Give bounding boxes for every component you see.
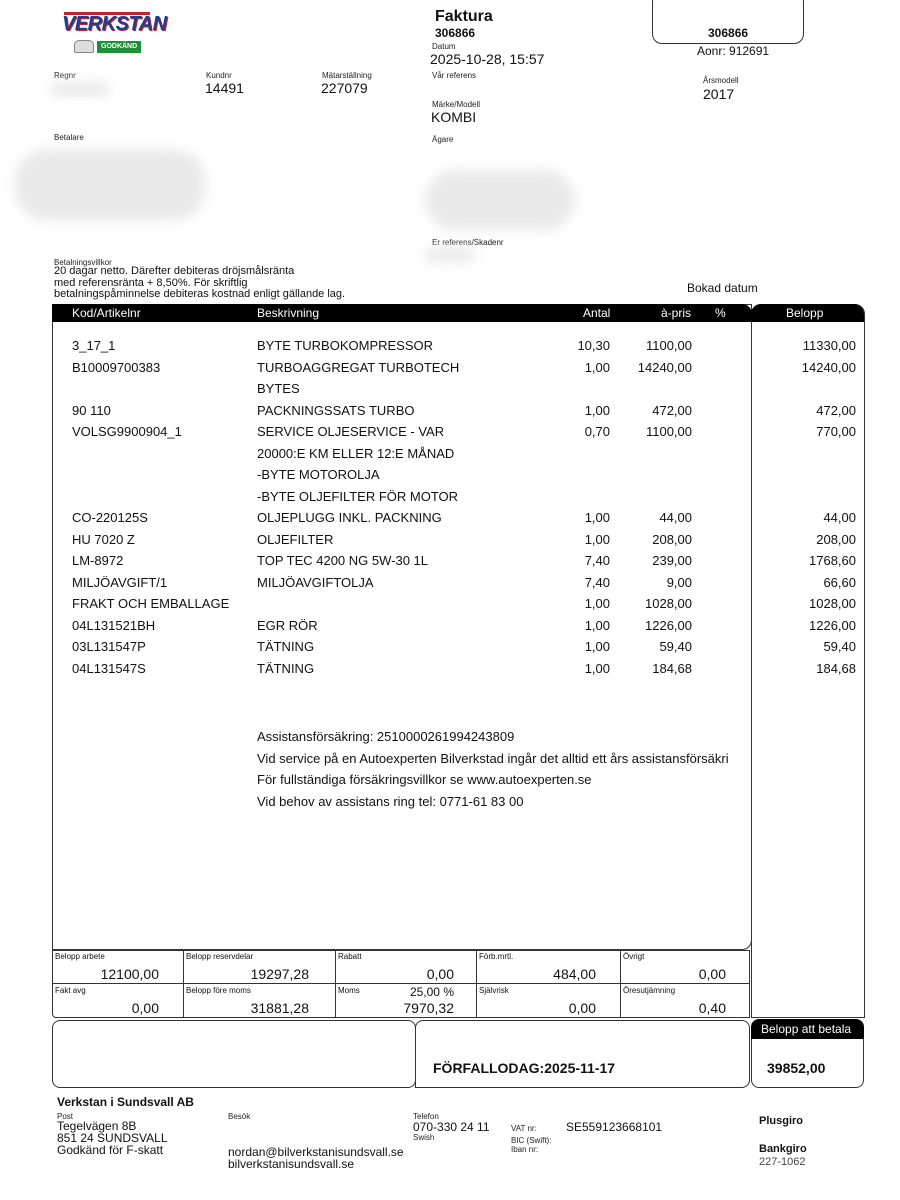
note-line: För fullständiga försäkringsvillkor se www.autoexperten.se bbox=[257, 772, 592, 787]
total-labor-value: 12100,00 bbox=[100, 966, 159, 982]
footer-post-label: Post bbox=[57, 1112, 74, 1121]
total-rounding bbox=[620, 984, 748, 1017]
footer-bankgiro-value: 227-1062 bbox=[759, 1156, 806, 1168]
item-quantity: 7,40 bbox=[584, 574, 610, 590]
total-invoice-fee-label: Fakt avg bbox=[55, 986, 86, 995]
kundnr-label: Kundnr bbox=[206, 71, 232, 80]
item-unit-price: 1100,00 bbox=[645, 424, 692, 439]
item-code: CO-220125S bbox=[72, 510, 148, 525]
item-unit-price: 208,00 bbox=[652, 531, 692, 547]
note-line: Vid behov av assistans ring tel: 0771-61 83 00 bbox=[257, 793, 524, 809]
redacted-owner bbox=[425, 170, 575, 230]
col-code-header: Kod/Artikelnr bbox=[72, 306, 141, 320]
col-amount-header: Belopp bbox=[786, 306, 824, 320]
footer-vat-value: SE559123668101 bbox=[566, 1120, 663, 1134]
note-line: Vid service på en Autoexperten Bilverkstad ingår det alltid ett års assistansförsäkri bbox=[257, 750, 729, 766]
booked-date-label: Bokad datum bbox=[687, 281, 758, 295]
total-discount-label: Rabatt bbox=[338, 952, 362, 961]
owner-label: Ägare bbox=[432, 135, 454, 144]
year-value: 2017 bbox=[703, 86, 735, 102]
item-amount: 1028,00 bbox=[809, 596, 856, 611]
terms-text bbox=[54, 266, 345, 301]
make-value: KOMBI bbox=[431, 109, 477, 125]
terms-line-1: 20 dagar netto. Därefter debiteras dröjsmålsränta bbox=[54, 265, 295, 277]
item-code: HU 7020 Z bbox=[72, 531, 135, 547]
item-amount: 472,00 bbox=[816, 402, 856, 418]
item-quantity: 7,40 bbox=[584, 553, 610, 568]
mileage-label: Mätarställning bbox=[322, 71, 372, 80]
item-unit-price: 14240,00 bbox=[637, 359, 692, 375]
item-description: BYTE TURBOKOMPRESSOR bbox=[257, 338, 434, 353]
footer-email[interactable]: nordan@bilverkstanisundsvall.se bbox=[228, 1145, 404, 1159]
total-before-vat bbox=[183, 984, 335, 1017]
item-description: OLJEPLUGG INKL. PACKNING bbox=[257, 510, 442, 525]
footer-city: 851 24 SUNDSVALL bbox=[57, 1131, 168, 1145]
item-amount: 770,00 bbox=[816, 424, 856, 439]
total-invoice-fee bbox=[52, 984, 183, 1017]
items-table-header bbox=[52, 304, 752, 322]
item-quantity: 1,00 bbox=[584, 359, 610, 375]
item-quantity: 1,00 bbox=[584, 639, 610, 654]
item-quantity: 1,00 bbox=[584, 531, 610, 547]
total-labor-label: Belopp arbete bbox=[55, 952, 105, 961]
total-deductible-value: 0,00 bbox=[568, 1000, 596, 1016]
total-other-value: 0,00 bbox=[698, 966, 726, 982]
mileage-value: 227079 bbox=[321, 80, 368, 96]
terms-line-3: betalningspåminnelse debiteras kostnad enligt gällande lag. bbox=[54, 288, 346, 300]
footer-plusgiro: Plusgiro bbox=[759, 1115, 804, 1127]
footer-phone-label: Telefon bbox=[413, 1112, 439, 1121]
pay-amount-value: 39852,00 bbox=[767, 1060, 826, 1076]
item-code: FRAKT OCH EMBALLAGE bbox=[72, 596, 230, 611]
total-vat-label: Moms bbox=[338, 986, 360, 995]
total-deductible-label: Självrisk bbox=[479, 986, 509, 995]
total-parts bbox=[183, 950, 335, 983]
total-consumables-value: 484,00 bbox=[553, 966, 596, 982]
footer-vat-label: VAT nr: bbox=[511, 1124, 537, 1133]
col-desc-header: Beskrivning bbox=[257, 306, 320, 320]
item-quantity: 1,00 bbox=[584, 402, 610, 418]
footer-web[interactable]: bilverkstanisundsvall.se bbox=[228, 1157, 355, 1171]
item-code: 3_17_1 bbox=[72, 338, 116, 353]
terms-line-2: med referensränta + 8,50%. För skriftlig bbox=[54, 276, 248, 289]
total-discount-value: 0,00 bbox=[426, 966, 454, 982]
item-quantity: 10,30 bbox=[577, 338, 610, 353]
item-unit-price: 239,00 bbox=[652, 553, 692, 568]
total-consumables bbox=[476, 950, 620, 983]
item-code: LM-8972 bbox=[72, 553, 124, 568]
item-amount: 1768,60 bbox=[809, 553, 856, 568]
total-rounding-value: 0,40 bbox=[698, 1000, 726, 1016]
item-description: -BYTE OLJEFILTER FÖR MOTOR bbox=[257, 488, 459, 504]
item-quantity: 0,70 bbox=[584, 424, 610, 439]
item-unit-price: 184,68 bbox=[652, 660, 692, 676]
item-amount: 208,00 bbox=[816, 531, 856, 547]
item-description: SERVICE OLJESERVICE - VAR bbox=[257, 424, 445, 439]
item-amount: 11330,00 bbox=[802, 338, 856, 353]
total-parts-value: 19297,28 bbox=[250, 966, 309, 982]
make-label: Märke/Modell bbox=[432, 100, 481, 109]
footer-visit-label: Besök bbox=[228, 1112, 251, 1121]
total-other bbox=[620, 950, 748, 983]
payer-label: Betalare bbox=[54, 133, 84, 142]
footer-bankgiro: Bankgiro bbox=[759, 1143, 807, 1155]
item-quantity: 1,00 bbox=[584, 660, 610, 676]
col-qty-header: Antal bbox=[583, 306, 611, 320]
note-line: Assistansförsäkring: 2510000261994243809 bbox=[257, 729, 515, 744]
total-before-vat-label: Belopp före moms bbox=[186, 986, 251, 995]
footer-phone: 070-330 24 11 bbox=[413, 1120, 490, 1134]
item-description: BYTES bbox=[257, 381, 300, 396]
redacted-regnr bbox=[50, 82, 110, 96]
due-date-text: FÖRFALLODAG:2025-11-17 bbox=[433, 1060, 616, 1076]
item-quantity: 1,00 bbox=[584, 596, 610, 611]
logo-text: VERKSTAN bbox=[62, 13, 167, 35]
item-amount: 66,60 bbox=[823, 574, 856, 590]
total-rounding-label: Öresutjämning bbox=[623, 986, 676, 995]
total-parts-label: Belopp reservdelar bbox=[186, 952, 254, 961]
item-amount: 1226,00 bbox=[809, 617, 856, 633]
amount-column-header bbox=[751, 304, 864, 322]
item-amount: 184,68 bbox=[816, 660, 856, 676]
year-label: Årsmodell bbox=[703, 76, 739, 85]
item-unit-price: 9,00 bbox=[666, 574, 692, 590]
item-unit-price: 1226,00 bbox=[645, 617, 692, 633]
item-quantity: 1,00 bbox=[584, 617, 610, 633]
footer-street: Tegelvägen 8B bbox=[57, 1119, 137, 1133]
item-amount: 59,40 bbox=[823, 639, 856, 654]
item-description: PACKNINGSSATS TURBO bbox=[257, 402, 415, 418]
total-consumables-label: Förb.mrtl. bbox=[479, 952, 514, 961]
item-code: 90 110 bbox=[72, 402, 111, 418]
footer-bic-label: BIC (Swift): bbox=[511, 1136, 552, 1145]
item-code: MILJÖAVGIFT/1 bbox=[72, 574, 168, 590]
redacted-ref bbox=[425, 248, 475, 262]
regnr-label: Regnr bbox=[54, 71, 76, 80]
total-vat-pct: 25,00 % bbox=[409, 985, 454, 999]
item-unit-price: 59,40 bbox=[659, 639, 692, 654]
company-logo bbox=[62, 12, 167, 53]
notes-block bbox=[257, 726, 729, 812]
item-description: TÄTNING bbox=[257, 639, 315, 654]
footer-ftax: Godkänd för F-skatt bbox=[57, 1143, 164, 1157]
date-label: Datum bbox=[432, 42, 456, 51]
total-labor bbox=[52, 950, 183, 983]
total-other-label: Övrigt bbox=[623, 952, 645, 961]
terms-label: Betalningsvillkor bbox=[54, 258, 112, 267]
our-ref-label: Vår referens bbox=[432, 71, 477, 80]
total-deductible bbox=[476, 984, 620, 1017]
car-icon bbox=[74, 40, 94, 53]
total-before-vat-value: 31881,28 bbox=[250, 1000, 309, 1016]
footer-address bbox=[57, 1120, 168, 1156]
item-code: 04L131521BH bbox=[72, 617, 156, 633]
item-code: 04L131547S bbox=[72, 660, 146, 676]
item-description: TÄTNING bbox=[257, 660, 315, 676]
item-description: EGR RÖR bbox=[257, 617, 318, 633]
footer-company: Verkstan i Sundsvall AB bbox=[57, 1095, 194, 1109]
blank-box bbox=[52, 1020, 416, 1088]
box-number: 306866 bbox=[708, 26, 749, 40]
kundnr-value: 14491 bbox=[205, 80, 244, 96]
doc-title: Faktura bbox=[435, 8, 493, 25]
your-ref-label: Er referens/Skadenr bbox=[432, 238, 504, 247]
col-price-header: à-pris bbox=[661, 306, 692, 320]
item-code: 03L131547P bbox=[72, 639, 146, 654]
item-code: VOLSG9900904_1 bbox=[72, 424, 182, 439]
footer-swish-label: Swish bbox=[413, 1133, 435, 1142]
total-discount bbox=[335, 950, 476, 983]
item-description: -BYTE MOTOROLJA bbox=[257, 467, 380, 482]
approved-badge: GODKÄND bbox=[97, 41, 141, 53]
date-value: 2025-10-28, 15:57 bbox=[430, 51, 545, 67]
total-invoice-fee-value: 0,00 bbox=[131, 1000, 159, 1016]
item-amount: 44,00 bbox=[823, 510, 856, 525]
footer-iban-label: Iban nr: bbox=[511, 1145, 539, 1154]
doc-number: 306866 bbox=[435, 26, 476, 40]
item-description: MILJÖAVGIFTOLJA bbox=[257, 574, 374, 590]
item-unit-price: 472,00 bbox=[652, 402, 692, 418]
total-vat bbox=[335, 984, 476, 1017]
item-code: B10009700383 bbox=[72, 359, 161, 375]
item-unit-price: 1100,00 bbox=[645, 338, 692, 353]
redacted-payer bbox=[15, 150, 205, 220]
item-amount: 14240,00 bbox=[801, 359, 856, 375]
item-unit-price: 1028,00 bbox=[645, 596, 692, 611]
pay-amount-header bbox=[751, 1019, 864, 1039]
item-description: OLJEFILTER bbox=[257, 531, 334, 547]
aonr: Aonr: 912691 bbox=[697, 44, 770, 58]
item-unit-price: 44,00 bbox=[659, 510, 692, 525]
pay-amount-label: Belopp att betala bbox=[761, 1022, 852, 1036]
due-date-box bbox=[415, 1020, 750, 1088]
item-quantity: 1,00 bbox=[584, 510, 610, 525]
col-pct-header: % bbox=[715, 306, 726, 320]
item-description: TOP TEC 4200 NG 5W-30 1L bbox=[257, 553, 429, 568]
item-description: TURBOAGGREGAT TURBOTECH bbox=[257, 359, 460, 375]
total-vat-value: 7970,32 bbox=[403, 1000, 454, 1016]
item-description: 20000:E KM ELLER 12:E MÅNAD bbox=[257, 445, 455, 461]
